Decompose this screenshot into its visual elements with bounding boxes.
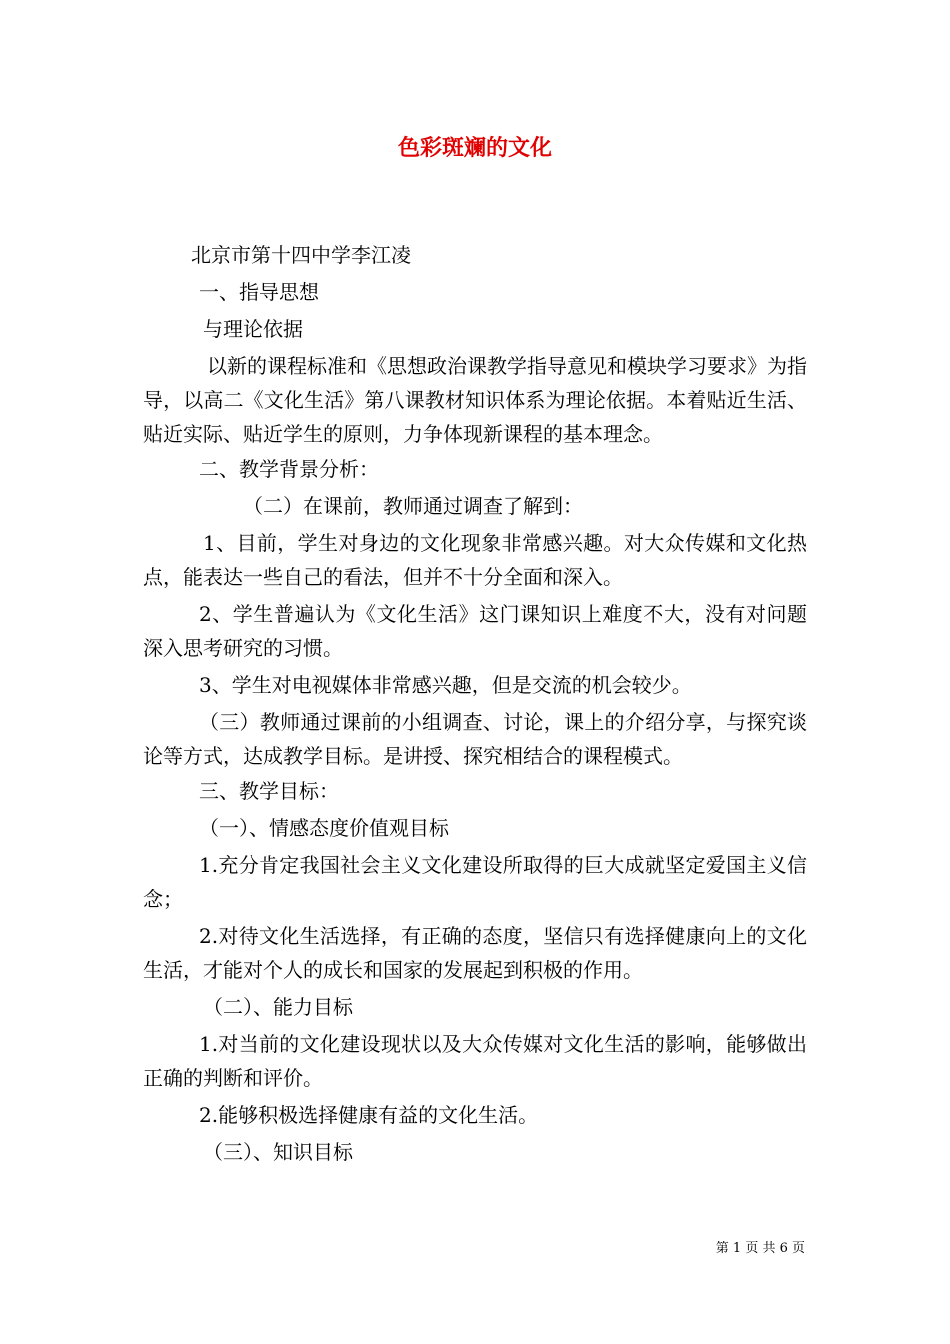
section-heading-1: 一、指导思想 [199,280,319,304]
list-item-goal-ability-1: 1.对当前的文化建设现状以及大众传媒对文化生活的影响，能够做出正确的判断和评价。 [143,1032,807,1090]
subsection-heading-3-2: （二）、能力目标 [203,995,353,1019]
subsection-heading-2-2: （二）在课前，教师通过调查了解到： [243,494,583,518]
subsection-heading-3-1: （一）、情感态度价值观目标 [199,816,449,840]
author-line: 北京市第十四中学李江凌 [191,243,411,267]
document-title: 色彩斑斓的文化 [397,135,552,161]
list-item-goal-values-2: 2.对待文化生活选择，有正确的态度，坚信只有选择健康向上的文化生活，才能对个人的成长和国家的发展起到积极的作用。 [143,924,807,982]
list-item-goal-ability-2: 2.能够积极选择健康有益的文化生活。 [199,1103,539,1127]
list-item-background-2: 2、学生普遍认为《文化生活》这门课知识上难度不大，没有对问题深入思考研究的习惯。 [143,602,807,660]
section-heading-2: 二、教学背景分析： [199,457,379,481]
list-item-goal-values-1: 1.充分肯定我国社会主义文化建设所取得的巨大成就坚定爱国主义信念； [143,853,807,911]
subsection-heading-2-3: （三）教师通过课前的小组调查、讨论，课上的介绍分享，与探究谈论等方式，达成教学目标。是讲授、探究相结合的课程模式。 [143,710,807,768]
paragraph-guiding-principle: 以新的课程标准和《思想政治课教学指导意见和模块学习要求》为指导，以高二《文化生活》第八课教材知识体系为理论依据。本着贴近生活、贴近实际、贴近学生的原则，力争体现新课程的基本理念。 [143,354,807,446]
section-heading-1-cont: 与理论依据 [203,317,303,341]
page-indicator: 第 1 页 共 6 页 [715,1241,805,1256]
list-item-background-1: 1、目前，学生对身边的文化现象非常感兴趣。对大众传媒和文化热点，能表达一些自己的看法，但并不十分全面和深入。 [143,531,807,589]
section-heading-3: 三、教学目标： [199,779,339,803]
document-body [143,238,807,1169]
list-item-background-3: 3、学生对电视媒体非常感兴趣，但是交流的机会较少。 [199,673,692,697]
subsection-heading-3-3: （三）、知识目标 [203,1140,353,1164]
